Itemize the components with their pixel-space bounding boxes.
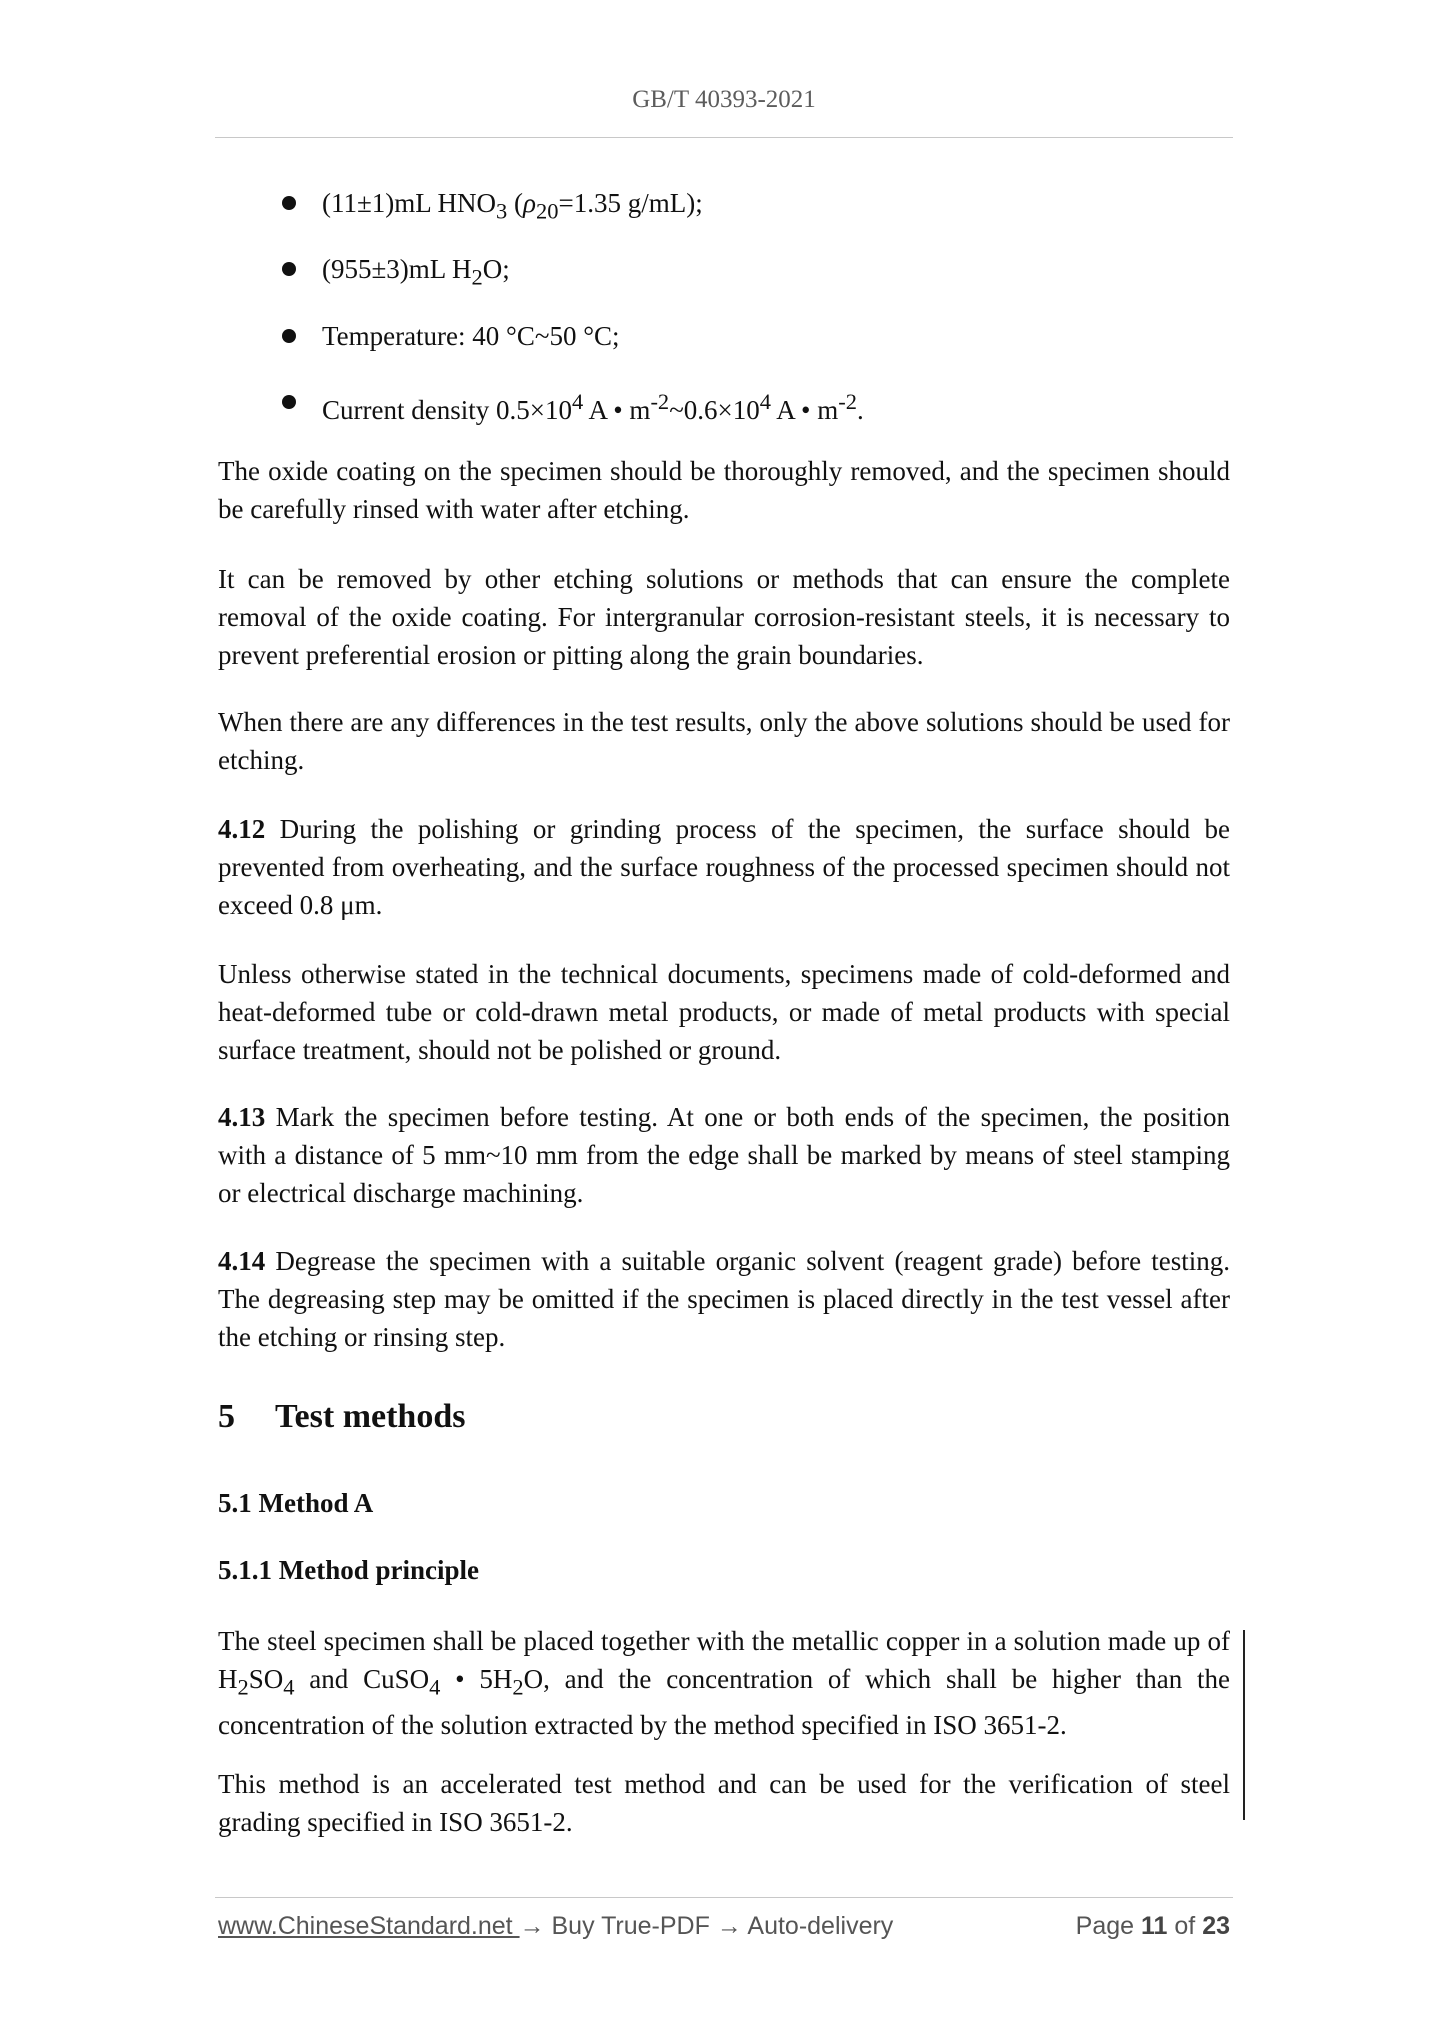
clause-text: Mark the specimen before testing. At one or both ends of the specimen, the position with a distance of 5 mm~10 mm from the edge shall be marked by means of steel stamping or electrical discharge machining. <box>218 1102 1230 1208</box>
subsection-heading-method-principle: 5.1.1 Method principle <box>218 1555 479 1585</box>
paragraph-accelerated-test: This method is an accelerated test method and can be used for the verification of steel grading specified in ISO 3651-2. <box>218 1769 1230 1837</box>
bullet-text: (11±1)mL $HNO_3$ ($\rho_{20}=1.35$ g/mL); <box>322 188 703 224</box>
clause-text: Degrease the specimen with a suitable organic solvent (reagent grade) before testing. The degreasing step may be omitted if the specimen is placed directly in the test vessel after the etching or rinsing step. <box>218 1246 1230 1352</box>
bullet-dot-icon <box>282 262 296 276</box>
bullet-text: Current density $0.5\times 10^4$ A • $m^{-2}\sim 0.6\times 10^4$ A • $m^{-2}$. <box>322 389 864 425</box>
footer-nav-text: → Buy True-PDF → Auto-delivery <box>519 1912 894 1940</box>
paragraph-differences: When there are any differences in the test results, only the above solutions should be used for etching. <box>218 707 1230 775</box>
section-number: 5 <box>218 1398 235 1435</box>
website-link[interactable]: www.ChineseStandard.net <box>218 1912 520 1940</box>
footer-links <box>218 1912 893 1941</box>
page-number: 11 <box>1140 1912 1168 1940</box>
section-title: Test methods <box>275 1398 466 1435</box>
paragraph-unless-stated: Unless otherwise stated in the technical documents, specimens made of cold-deformed and heat-deformed tube or cold-drawn metal products, or made of metal products with special surface treatment, should not be polished or ground. <box>218 959 1230 1065</box>
paragraph-other-methods: It can be removed by other etching solutions or methods that can ensure the complete removal of the oxide coating. For intergranular corrosion-resistant steels, it is necessary to prevent preferential erosion or pitting along the grain boundaries. <box>218 564 1230 670</box>
bullet-dot-icon <box>282 395 296 409</box>
bullet-dot-icon <box>282 196 296 210</box>
paragraph-method-principle: The steel specimen shall be placed together with the metallic copper in a solution made up of $H_2SO_4$ and CuSO$_4$ • $5H_2O$, and the concentration of which shall be higher than the concentration of the solution extracted by the method specified in ISO 3651-2. <box>218 1626 1230 1741</box>
clause-4-12 <box>218 810 1230 924</box>
bullet-text: (955±3)mL $H_2O$; <box>322 254 510 290</box>
footer-divider <box>215 1897 1233 1898</box>
section-heading-test-methods <box>218 1398 466 1436</box>
clause-4-14 <box>218 1242 1230 1356</box>
page-header-title: GB/T 40393-2021 <box>632 86 816 113</box>
clause-number: 4.12 <box>218 814 266 844</box>
page-total: 23 <box>1202 1912 1230 1940</box>
page-label: Page <box>1075 1912 1135 1940</box>
bullet-dot-icon <box>282 329 296 343</box>
bullet-text: Temperature: 40 °C~50 °C; <box>322 321 620 351</box>
subsection-heading-method-a: 5.1 Method A <box>218 1488 374 1518</box>
clause-number: 4.13 <box>218 1102 266 1132</box>
page-indicator <box>1076 1912 1230 1941</box>
of-label: of <box>1174 1912 1196 1940</box>
clause-number: 4.14 <box>218 1246 266 1276</box>
clause-4-13 <box>218 1098 1230 1212</box>
header-divider <box>215 137 1233 138</box>
paragraph-oxide-removal: The oxide coating on the specimen should be thoroughly removed, and the specimen should be carefully rinsed with water after etching. <box>218 456 1230 524</box>
revision-change-bar <box>1243 1630 1245 1820</box>
clause-text: During the polishing or grinding process of the specimen, the surface should be prevented from overheating, and the surface roughness of the processed specimen should not exceed 0.8 μm. <box>218 814 1230 920</box>
